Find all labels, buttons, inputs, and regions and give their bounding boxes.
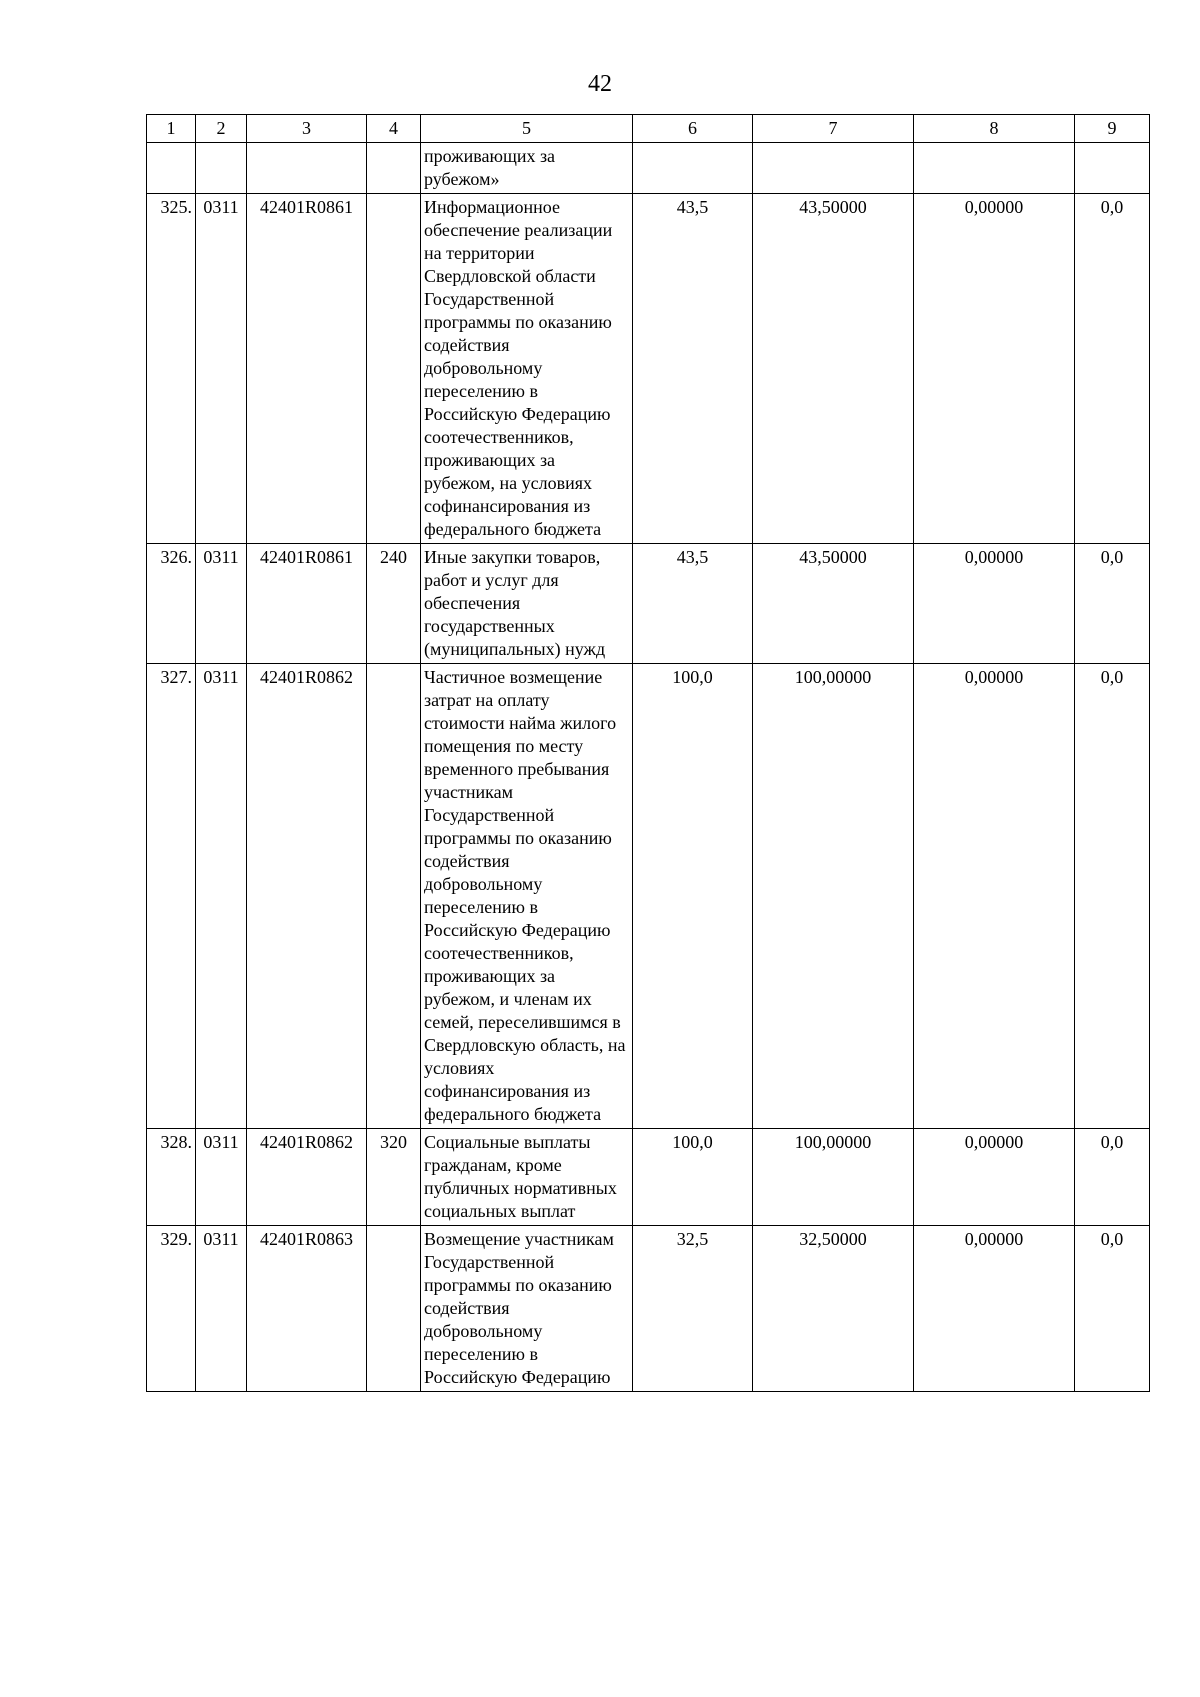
row-number: 327. — [147, 664, 196, 1129]
row-number: 326. — [147, 544, 196, 664]
value-col-8: 0,00000 — [914, 1226, 1075, 1392]
target-code: 42401R0862 — [247, 664, 367, 1129]
value-col-9: 0,0 — [1075, 664, 1150, 1129]
value-col-7: 43,50000 — [753, 544, 914, 664]
table-row — [147, 143, 1150, 194]
table-row — [147, 1129, 1150, 1226]
target-code: 42401R0861 — [247, 194, 367, 544]
value-col-8: 0,00000 — [914, 544, 1075, 664]
section-code — [196, 143, 247, 194]
value-col-8 — [914, 143, 1075, 194]
section-code: 0311 — [196, 544, 247, 664]
col-header-9: 9 — [1075, 115, 1150, 143]
value-col-6: 43,5 — [633, 544, 753, 664]
row-number: 325. — [147, 194, 196, 544]
col-header-7: 7 — [753, 115, 914, 143]
col-header-4: 4 — [367, 115, 421, 143]
target-code — [247, 143, 367, 194]
value-col-6: 43,5 — [633, 194, 753, 544]
expense-type-code — [367, 194, 421, 544]
value-col-8: 0,00000 — [914, 664, 1075, 1129]
table-row — [147, 664, 1150, 1129]
value-col-6 — [633, 143, 753, 194]
value-col-7: 32,50000 — [753, 1226, 914, 1392]
value-col-6: 100,0 — [633, 1129, 753, 1226]
target-code: 42401R0862 — [247, 1129, 367, 1226]
row-description: Иные закупки товаров, работ и услуг для обеспечения государственных (муниципальных) нужд — [421, 544, 633, 664]
value-col-9: 0,0 — [1075, 1226, 1150, 1392]
value-col-8: 0,00000 — [914, 1129, 1075, 1226]
value-col-9: 0,0 — [1075, 194, 1150, 544]
table-row — [147, 194, 1150, 544]
expense-type-code: 320 — [367, 1129, 421, 1226]
col-header-8: 8 — [914, 115, 1075, 143]
value-col-9: 0,0 — [1075, 1129, 1150, 1226]
value-col-9: 0,0 — [1075, 544, 1150, 664]
expense-type-code: 240 — [367, 544, 421, 664]
col-header-1: 1 — [147, 115, 196, 143]
col-header-2: 2 — [196, 115, 247, 143]
section-code: 0311 — [196, 664, 247, 1129]
row-description: Социальные выплаты гражданам, кроме публичных нормативных социальных выплат — [421, 1129, 633, 1226]
table-row — [147, 544, 1150, 664]
value-col-7: 100,00000 — [753, 1129, 914, 1226]
target-code: 42401R0861 — [247, 544, 367, 664]
value-col-7 — [753, 143, 914, 194]
section-code: 0311 — [196, 1226, 247, 1392]
row-number: 328. — [147, 1129, 196, 1226]
row-description: Частичное возмещение затрат на оплату стоимости найма жилого помещения по месту временного пребывания участникам Государственной программы по оказанию содействия добровольному переселению в Российскую Федерацию соотечественников, проживающих за рубежом, и членам их семей, переселившимся в Свердловскую область, на условиях софинансирования из федерального бюджета — [421, 664, 633, 1129]
row-description: Информационное обеспечение реализации на территории Свердловской области Государственной программы по оказанию содействия добровольному переселению в Российскую Федерацию соотечественников, проживающих за рубежом, на условиях софинансирования из федерального бюджета — [421, 194, 633, 544]
section-code: 0311 — [196, 1129, 247, 1226]
expense-type-code — [367, 664, 421, 1129]
value-col-8: 0,00000 — [914, 194, 1075, 544]
value-col-7: 100,00000 — [753, 664, 914, 1129]
row-number — [147, 143, 196, 194]
value-col-6: 32,5 — [633, 1226, 753, 1392]
row-description: Возмещение участникам Государственной программы по оказанию содействия добровольному переселению в Российскую Федерацию — [421, 1226, 633, 1392]
value-col-6: 100,0 — [633, 664, 753, 1129]
expense-type-code — [367, 1226, 421, 1392]
col-header-3: 3 — [247, 115, 367, 143]
row-description: проживающих за рубежом» — [421, 143, 633, 194]
value-col-7: 43,50000 — [753, 194, 914, 544]
col-header-5: 5 — [421, 115, 633, 143]
value-col-9 — [1075, 143, 1150, 194]
header-row — [147, 115, 1150, 143]
table-row — [147, 1226, 1150, 1392]
expense-type-code — [367, 143, 421, 194]
target-code: 42401R0863 — [247, 1226, 367, 1392]
row-number: 329. — [147, 1226, 196, 1392]
budget-table — [146, 114, 1150, 1392]
col-header-6: 6 — [633, 115, 753, 143]
page-number: 42 — [588, 71, 612, 97]
section-code: 0311 — [196, 194, 247, 544]
